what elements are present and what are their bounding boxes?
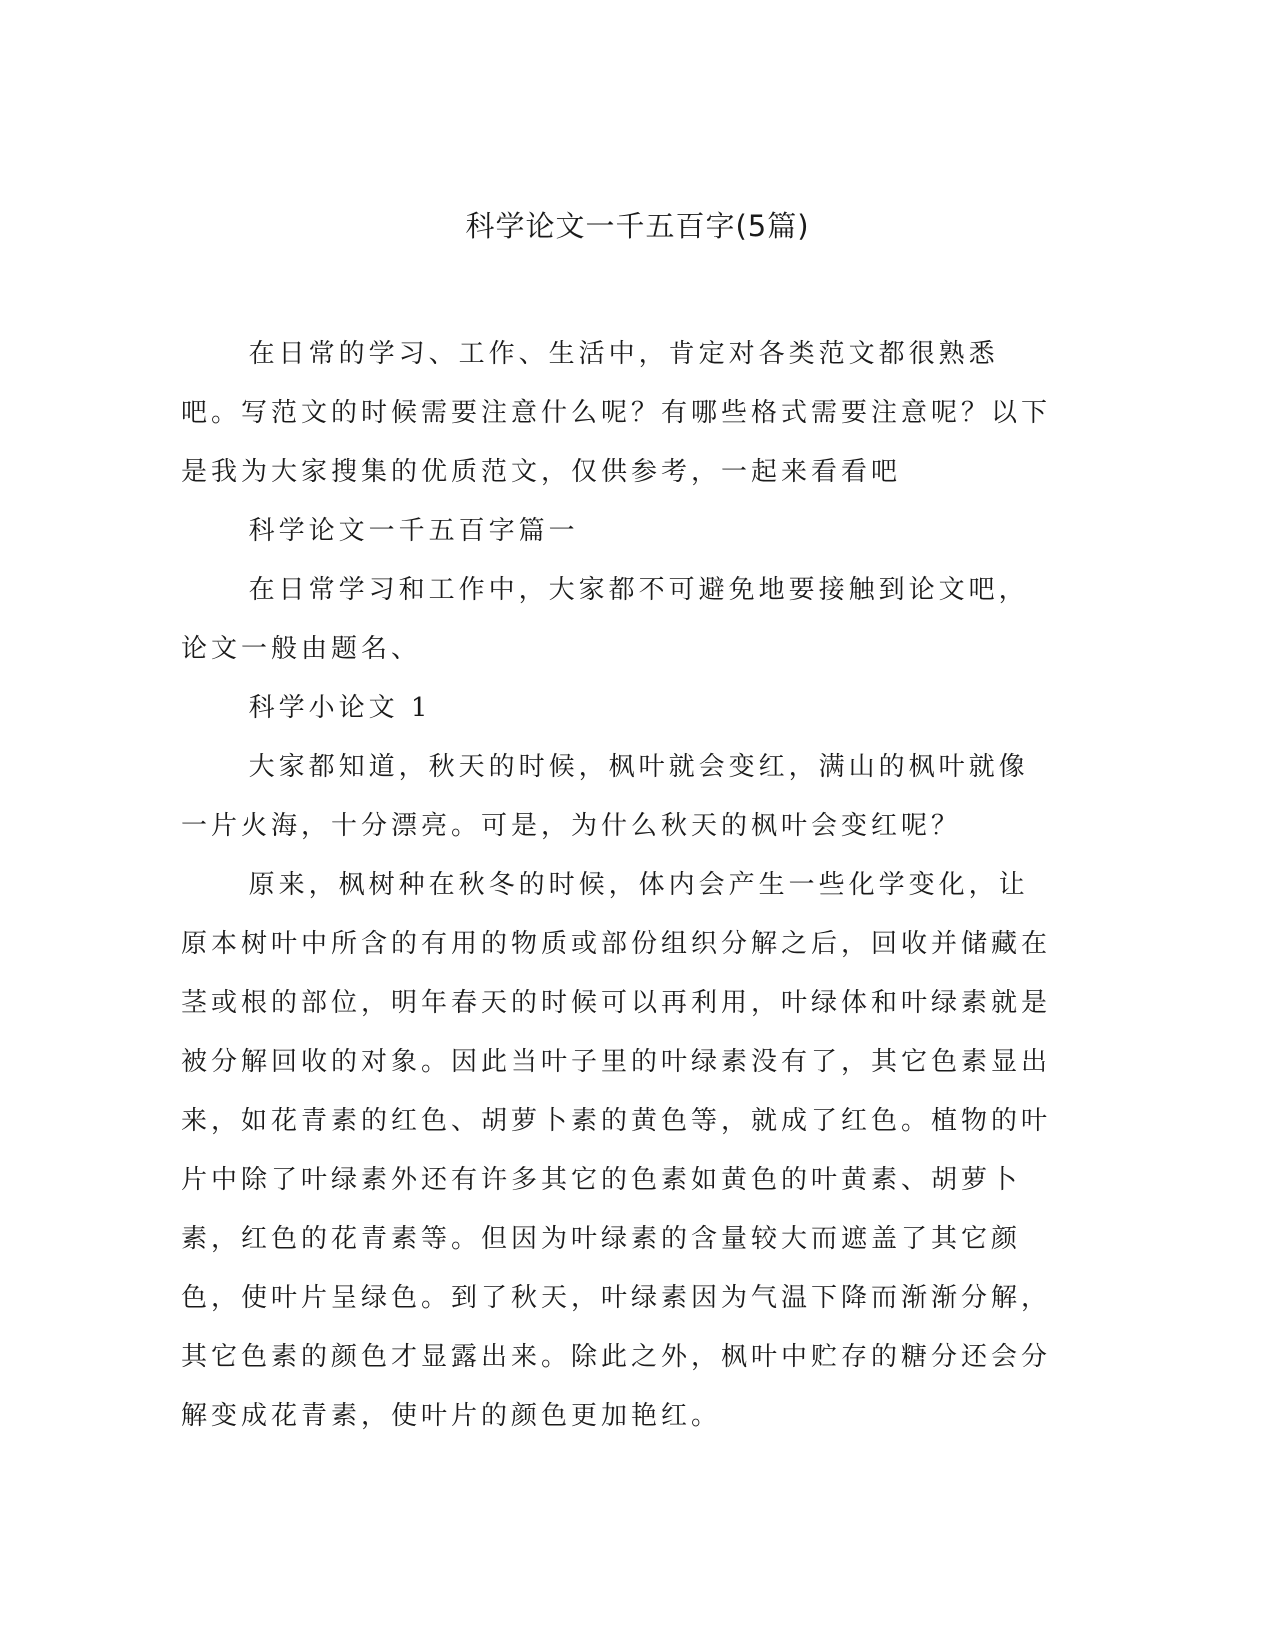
intro-paragraph: 在日常的学习、工作、生活中，肯定对各类范文都很熟悉吧。写范文的时候需要注意什么呢？有哪些格式需要注意呢？以下是我为大家搜集的优质范文，仅供参考，一起来看看吧 <box>181 339 1052 487</box>
paragraph: 大家都知道，秋天的时候，枫叶就会变红，满山的枫叶就像一片火海，十分漂亮。可是，为什么秋天的枫叶会变红呢？ <box>181 752 1029 841</box>
document-title: 科学论文一千五百字(5篇) <box>465 209 810 243</box>
document-body <box>181 325 1053 1446</box>
subsection-heading: 科学小论文 1 <box>248 693 432 723</box>
section-heading: 科学论文一千五百字篇一 <box>248 516 579 546</box>
paragraph: 原来，枫树种在秋冬的时候，体内会产生一些化学变化，让原本树叶中所含的有用的物质或部份组织分解之后，回收并储藏在茎或根的部位，明年春天的时候可以再利用，叶绿体和叶绿素就是被分解回收的对象。因此当叶子里的叶绿素没有了，其它色素显出来，如花青素的红色、胡萝卜素的黄色等，就成了红色。植物的叶片中除了叶绿素外还有许多其它的色素如黄色的叶黄素、胡萝卜素，红色的花青素等。但因为叶绿素的含量较大而遮盖了其它颜色，使叶片呈绿色。到了秋天，叶绿素因为气温下降而渐渐分解，其它色素的颜色才显露出来。除此之外，枫叶中贮存的糖分还会分解变成花青素，使叶片的颜色更加艳红。 <box>181 870 1052 1431</box>
paragraph: 在日常学习和工作中，大家都不可避免地要接触到论文吧，论文一般由题名、 <box>181 575 1029 664</box>
